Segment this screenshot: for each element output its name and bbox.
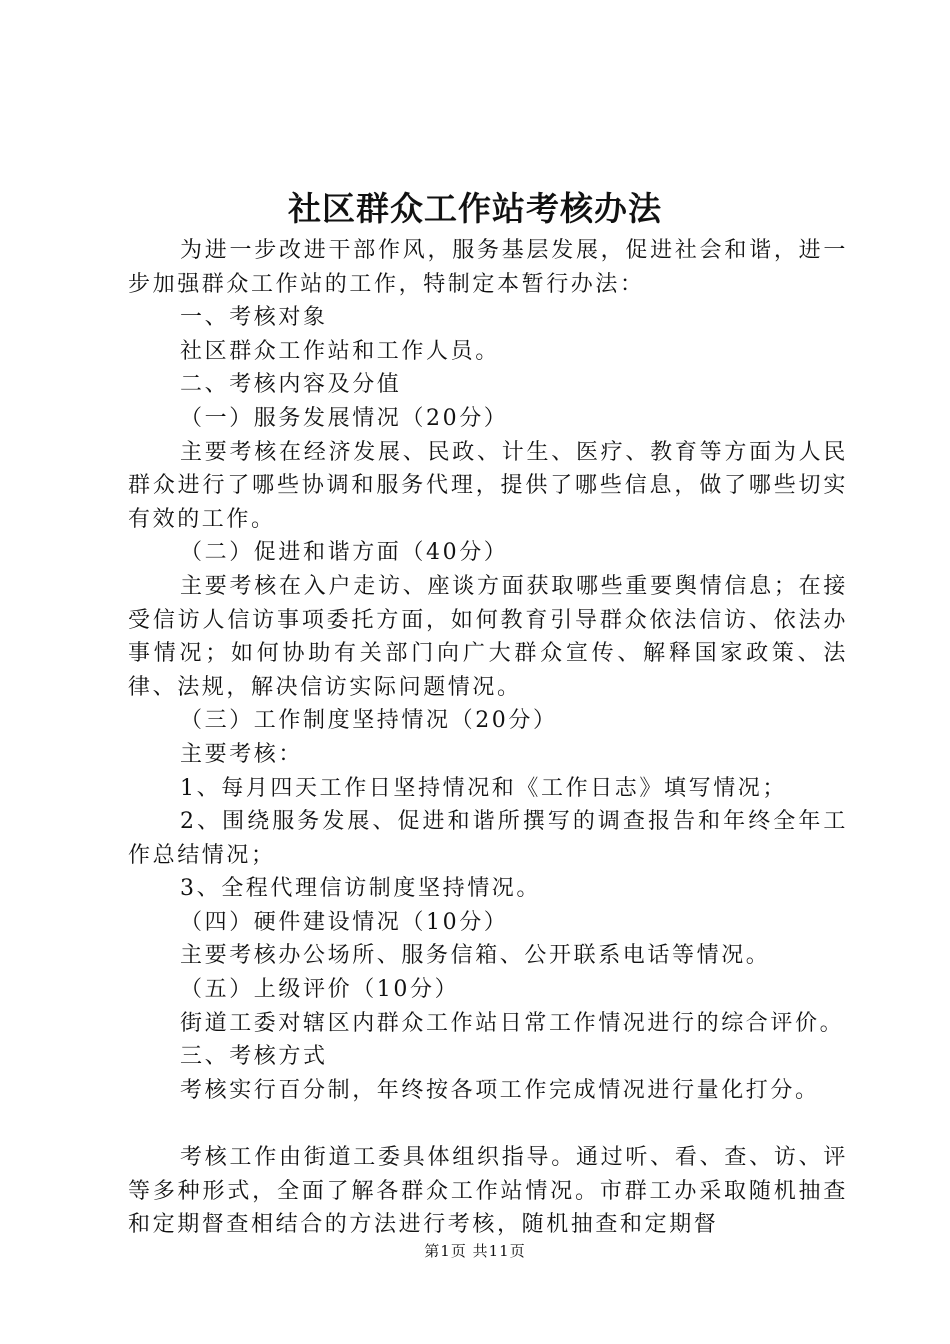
section-heading-3: 三、考核方式 [180, 1044, 328, 1070]
list-item: 1、每月四天工作日坚持情况和《工作日志》填写情况； [180, 775, 787, 801]
document-title: 社区群众工作站考核办法 [288, 189, 662, 228]
paragraph: 主要考核在入户走访、座谈方面获取哪些重要舆情信息；在接受信访人信访事项委托方面，如何教育引导群众依法信访、依法办事情况；如何协助有关部门向广大群众宣传、解释国家政策、法律、法规，解决信访实际问题情况。 [128, 573, 848, 700]
section-heading-1: 一、考核对象 [180, 305, 328, 331]
list-item: 2、围绕服务发展、促进和谐所撰写的调查报告和年终全年工作总结情况； [128, 809, 848, 868]
document-body [128, 234, 848, 1242]
paragraph: 主要考核办公场所、服务信箱、公开联系电话等情况。 [180, 943, 771, 969]
page-footer: 第1页 共11页 [424, 1242, 526, 1260]
paragraph: 社区群众工作站和工作人员。 [180, 338, 500, 364]
paragraph: 考核实行百分制，年终按各项工作完成情况进行量化打分。 [180, 1077, 820, 1103]
subsection-heading: （一）服务发展情况（20分） [180, 405, 509, 431]
subsection-heading: （五）上级评价（10分） [180, 977, 460, 1003]
list-item: 3、全程代理信访制度坚持情况。 [180, 876, 541, 902]
paragraph: 街道工委对辖区内群众工作站日常工作情况进行的综合评价。 [180, 1010, 845, 1036]
paragraph: 考核工作由街道工委具体组织指导。通过听、看、查、访、评等多种形式，全面了解各群众工作站情况。市群工办采取随机抽查和定期督查相结合的方法进行考核，随机抽查和定期督 [128, 1145, 848, 1238]
intro-paragraph: 为进一步改进干部作风，服务基层发展，促进社会和谐，进一步加强群众工作站的工作，特制定本暂行办法： [128, 238, 848, 297]
paragraph: 主要考核： [180, 741, 304, 767]
blank-line [128, 1107, 848, 1141]
subsection-heading: （三）工作制度坚持情况（20分） [180, 708, 558, 734]
subsection-heading: （四）硬件建设情况（10分） [180, 909, 509, 935]
subsection-heading: （二）促进和谐方面（40分） [180, 540, 509, 566]
paragraph: 主要考核在经济发展、民政、计生、医疗、教育等方面为人民群众进行了哪些协调和服务代理，提供了哪些信息，做了哪些切实有效的工作。 [128, 439, 848, 532]
section-heading-2: 二、考核内容及分值 [180, 372, 402, 398]
